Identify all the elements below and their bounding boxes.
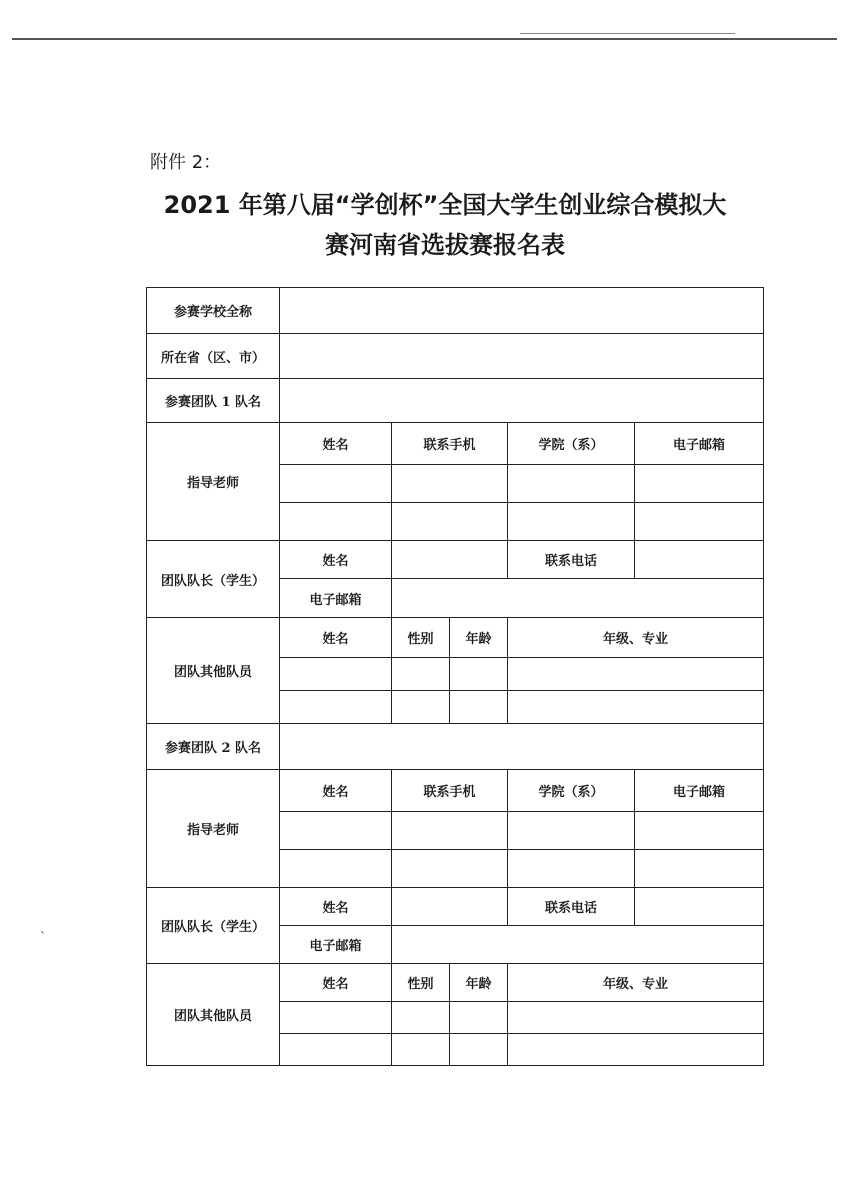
team1-advisor-1-email[interactable]	[635, 465, 764, 503]
team1-member-header-age: 年龄	[450, 618, 508, 658]
team2-captain-phone-label: 联系电话	[508, 888, 635, 926]
team2-advisor-2-email[interactable]	[635, 850, 764, 888]
team1-member-2-gender[interactable]	[392, 691, 450, 724]
team1-advisor-header-email: 电子邮箱	[635, 423, 764, 465]
team2-advisor-header-email: 电子邮箱	[635, 770, 764, 812]
province-field[interactable]	[280, 334, 764, 379]
province-label: 所在省（区、市）	[147, 334, 280, 379]
team2-captain-email-label: 电子邮箱	[280, 926, 392, 964]
team2-advisor-header-college: 学院（系）	[508, 770, 635, 812]
team2-member-header-name: 姓名	[280, 964, 392, 1002]
team1-member-2-grade-major[interactable]	[508, 691, 764, 724]
team1-advisor-1-name[interactable]	[280, 465, 392, 503]
team1-captain-name-label: 姓名	[280, 541, 392, 579]
team2-member-2-gender[interactable]	[392, 1034, 450, 1066]
team1-captain-name-field[interactable]	[392, 541, 508, 579]
team2-member-2-grade-major[interactable]	[508, 1034, 764, 1066]
team1-advisor-2-college[interactable]	[508, 503, 635, 541]
registration-form-table	[146, 287, 764, 1066]
team2-member-1-gender[interactable]	[392, 1002, 450, 1034]
team2-members-label: 团队其他队员	[147, 964, 280, 1066]
team1-advisor-header-college: 学院（系）	[508, 423, 635, 465]
team2-captain-phone-field[interactable]	[635, 888, 764, 926]
school-full-name-field[interactable]	[280, 288, 764, 334]
team2-captain-name-label: 姓名	[280, 888, 392, 926]
title-line-1: 2021 年第八届“学创杯”全国大学生创业综合模拟大	[163, 191, 727, 219]
team1-name-label: 参赛团队 1 队名	[147, 379, 280, 423]
team2-advisor-1-college[interactable]	[508, 812, 635, 850]
team1-members-label: 团队其他队员	[147, 618, 280, 724]
team2-advisor-header-phone: 联系手机	[392, 770, 508, 812]
team2-member-1-grade-major[interactable]	[508, 1002, 764, 1034]
team1-member-2-age[interactable]	[450, 691, 508, 724]
team1-captain-phone-field[interactable]	[635, 541, 764, 579]
team2-captain-label: 团队队长（学生）	[147, 888, 280, 964]
team2-member-header-grade-major: 年级、专业	[508, 964, 764, 1002]
team1-advisor-2-name[interactable]	[280, 503, 392, 541]
team1-member-header-grade-major: 年级、专业	[508, 618, 764, 658]
team1-member-1-name[interactable]	[280, 658, 392, 691]
team1-member-1-age[interactable]	[450, 658, 508, 691]
team1-member-1-gender[interactable]	[392, 658, 450, 691]
team2-name-label: 参赛团队 2 队名	[147, 724, 280, 770]
team1-advisor-1-phone[interactable]	[392, 465, 508, 503]
team1-member-header-name: 姓名	[280, 618, 392, 658]
team1-captain-email-field[interactable]	[392, 579, 764, 618]
team1-advisor-header-name: 姓名	[280, 423, 392, 465]
team1-advisor-label: 指导老师	[147, 423, 280, 541]
team2-advisor-1-email[interactable]	[635, 812, 764, 850]
team1-advisor-2-phone[interactable]	[392, 503, 508, 541]
team2-advisor-1-name[interactable]	[280, 812, 392, 850]
scan-top-edge-secondary	[520, 33, 735, 34]
team1-advisor-header-phone: 联系手机	[392, 423, 508, 465]
team2-advisor-2-college[interactable]	[508, 850, 635, 888]
team2-member-1-name[interactable]	[280, 1002, 392, 1034]
team2-advisor-header-name: 姓名	[280, 770, 392, 812]
scan-mark: `	[40, 930, 46, 944]
team2-member-1-age[interactable]	[450, 1002, 508, 1034]
team1-member-header-gender: 性别	[392, 618, 450, 658]
team2-advisor-2-phone[interactable]	[392, 850, 508, 888]
team1-advisor-2-email[interactable]	[635, 503, 764, 541]
team1-name-field[interactable]	[280, 379, 764, 423]
title-line-2: 赛河南省选拔赛报名表	[325, 231, 565, 259]
team2-member-2-age[interactable]	[450, 1034, 508, 1066]
scan-top-edge	[12, 38, 837, 40]
team1-advisor-1-college[interactable]	[508, 465, 635, 503]
team1-captain-phone-label: 联系电话	[508, 541, 635, 579]
attachment-label: 附件 2：	[150, 152, 222, 173]
team1-member-2-name[interactable]	[280, 691, 392, 724]
team1-captain-email-label: 电子邮箱	[280, 579, 392, 618]
team2-name-field[interactable]	[280, 724, 764, 770]
team2-member-header-age: 年龄	[450, 964, 508, 1002]
team1-member-1-grade-major[interactable]	[508, 658, 764, 691]
team2-advisor-label: 指导老师	[147, 770, 280, 888]
school-full-name-label: 参赛学校全称	[147, 288, 280, 334]
team2-captain-email-field[interactable]	[392, 926, 764, 964]
team2-captain-name-field[interactable]	[392, 888, 508, 926]
team2-member-header-gender: 性别	[392, 964, 450, 1002]
team2-advisor-1-phone[interactable]	[392, 812, 508, 850]
team2-member-2-name[interactable]	[280, 1034, 392, 1066]
document-title	[140, 185, 750, 265]
team1-captain-label: 团队队长（学生）	[147, 541, 280, 618]
team2-advisor-2-name[interactable]	[280, 850, 392, 888]
